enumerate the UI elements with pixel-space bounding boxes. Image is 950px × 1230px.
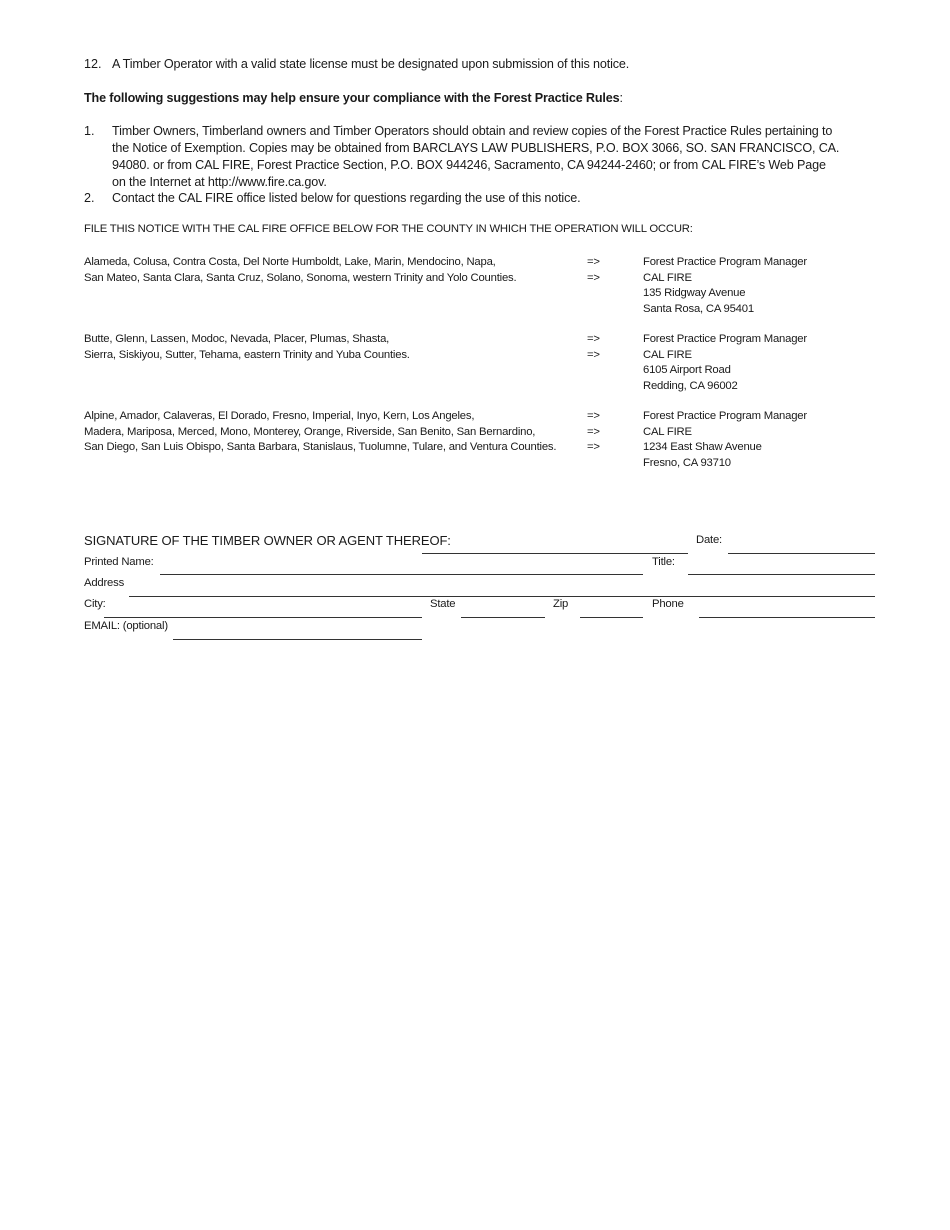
file-notice: FILE THIS NOTICE WITH THE CAL FIRE OFFICE BELOW FOR THE COUNTY IN WHICH THE OPERATION WILL OCCUR:	[84, 223, 693, 235]
arrow-icon: =>	[587, 271, 600, 284]
arrow-icon: =>	[587, 256, 600, 268]
office-1-arrows	[587, 255, 600, 286]
office-3-address-line: CAL FIRE	[643, 425, 692, 438]
office-3-address-line: Fresno, CA 93710	[643, 456, 731, 469]
office-3-counties-line: San Diego, San Luis Obispo, Santa Barbara, Stanislaus, Tuolumne, Tulare, and Ventura Counties.	[84, 441, 557, 453]
printed-name-label: Printed Name:	[84, 556, 154, 568]
office-1-address-line: Santa Rosa, CA 95401	[643, 302, 754, 315]
date-label: Date:	[696, 534, 723, 546]
suggestions-heading-text: The following suggestions may help ensure your compliance with the Forest Practice Rules	[84, 91, 620, 105]
date-line[interactable]	[728, 553, 875, 554]
suggestions-heading-colon: :	[619, 91, 623, 105]
suggestion-1-number: 1.	[84, 124, 95, 138]
office-1-address-line: Forest Practice Program Manager	[643, 256, 807, 268]
office-2-address-line: Redding, CA 96002	[643, 379, 738, 392]
office-1-counties	[84, 255, 516, 286]
item-12-text: A Timber Operator with a valid state license must be designated upon submission of this notice.	[112, 57, 630, 71]
email-label: EMAIL: (optional)	[84, 620, 168, 632]
zip-line[interactable]	[580, 617, 643, 618]
office-3-arrows	[587, 409, 600, 456]
office-1-address-line: CAL FIRE	[643, 271, 692, 284]
office-3-counties-line: Alpine, Amador, Calaveras, El Dorado, Fresno, Imperial, Inyo, Kern, Los Angeles,	[84, 410, 475, 422]
office-2-counties-line: Sierra, Siskiyou, Sutter, Tehama, eastern Trinity and Yuba Counties.	[84, 348, 410, 361]
office-2-address-line: Forest Practice Program Manager	[643, 333, 807, 345]
arrow-icon: =>	[587, 410, 600, 422]
city-label: City:	[84, 598, 106, 610]
item-12-number: 12.	[84, 57, 102, 71]
office-1-counties-line: Alameda, Colusa, Contra Costa, Del Norte Humboldt, Lake, Marin, Mendocino, Napa,	[84, 256, 496, 268]
office-3-address-line: 1234 East Shaw Avenue	[643, 441, 762, 453]
office-2-arrows	[587, 332, 600, 363]
zip-label: Zip	[553, 598, 569, 610]
office-1-address-line: 135 Ridgway Avenue	[643, 287, 746, 299]
address-label: Address	[84, 577, 125, 589]
title-line[interactable]	[688, 574, 875, 575]
office-2-address-line: CAL FIRE	[643, 348, 692, 361]
office-2-address-line: 6105 Airport Road	[643, 364, 731, 376]
phone-label: Phone	[652, 598, 684, 610]
printed-name-line[interactable]	[160, 574, 643, 575]
title-label: Title:	[652, 556, 675, 568]
office-3-counties	[84, 409, 556, 456]
arrow-icon: =>	[587, 333, 600, 345]
signature-line[interactable]	[422, 553, 688, 554]
arrow-icon: =>	[587, 425, 600, 438]
office-3-address	[643, 409, 807, 471]
office-1-counties-line: San Mateo, Santa Clara, Santa Cruz, Solano, Sonoma, western Trinity and Yolo Counties.	[84, 271, 517, 284]
arrow-icon: =>	[587, 348, 600, 361]
suggestion-2-text: Contact the CAL FIRE office listed below for questions regarding the use of this notice.	[112, 191, 581, 205]
office-3-counties-line: Madera, Mariposa, Merced, Mono, Monterey, Orange, Riverside, San Benito, San Bernardino,	[84, 425, 536, 438]
email-line[interactable]	[173, 639, 422, 640]
office-2-address	[643, 332, 807, 394]
office-2-counties	[84, 332, 410, 363]
state-line[interactable]	[461, 617, 545, 618]
office-2-counties-line: Butte, Glenn, Lassen, Modoc, Nevada, Placer, Plumas, Shasta,	[84, 333, 390, 345]
state-label: State	[430, 598, 456, 610]
office-1-address	[643, 255, 807, 317]
arrow-icon: =>	[587, 441, 600, 453]
suggestions-heading	[84, 91, 623, 105]
suggestion-1-text: Timber Owners, Timberland owners and Timber Operators should obtain and review copies of the Forest Practice Rules pertaining to the Notice of Exemption. Copies may be obtained from BARCLAYS LAW PUBLISHERS, P.O. BOX 3066, SO. SAN FRANCISCO, CA. 94080. or from CAL FIRE, Forest Practice Section, P.O. BOX 944246, Sacramento, CA 94244-2460; or from CAL FIRE’s Web Page on the Internet at http://www.fire.ca.gov.	[112, 124, 840, 189]
phone-line[interactable]	[699, 617, 875, 618]
suggestion-2-number: 2.	[84, 191, 95, 205]
signature-label: SIGNATURE OF THE TIMBER OWNER OR AGENT THEREOF:	[84, 533, 451, 548]
address-line[interactable]	[129, 596, 875, 597]
city-line[interactable]	[104, 617, 422, 618]
office-3-address-line: Forest Practice Program Manager	[643, 410, 807, 422]
